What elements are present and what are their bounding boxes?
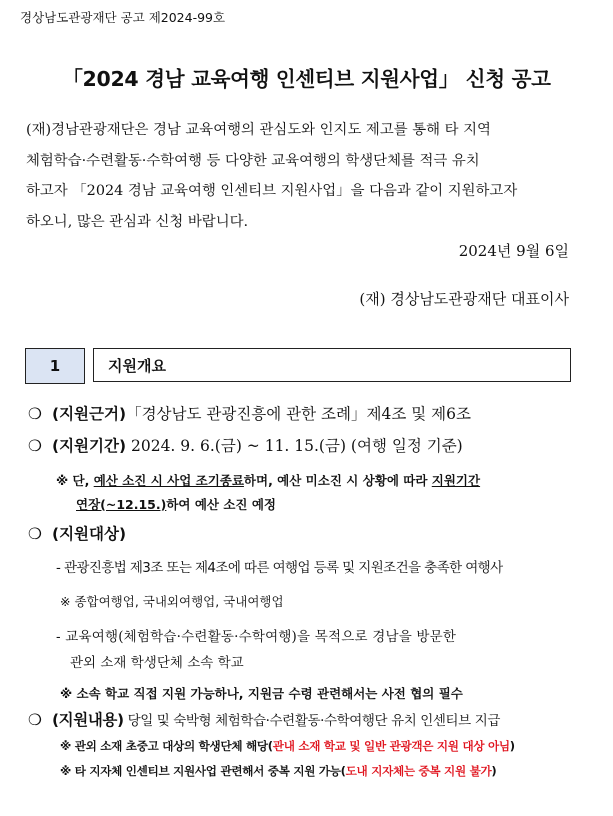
note-text: ※ 타 지자체 인센티브 지원사업 관련해서 중복 지원 가능( bbox=[60, 764, 346, 778]
intro-line: 하오니, 많은 관심과 신청 바랍니다. bbox=[26, 213, 249, 230]
item-label: (지원기간) bbox=[52, 437, 127, 455]
target-note-1: ※ 종합여행업, 국내외여행업, 국내여행업 bbox=[60, 594, 284, 609]
item-target bbox=[28, 522, 126, 544]
page-title: 「2024 경남 교육여행 인센티브 지원사업」 신청 공고 bbox=[62, 67, 551, 91]
content-note-2 bbox=[60, 763, 496, 779]
note-text: ※ 관외 소재 초중고 대상의 학생단체 해당( bbox=[60, 739, 273, 753]
notice-number: 경상남도관광재단 공고 제2024-99호 bbox=[20, 10, 226, 25]
note-underlined: 연장(~12.15.) bbox=[76, 497, 167, 512]
target-dash-2: - 교육여행(체험학습·수련활동·수학여행)을 목적으로 경남을 방문한 bbox=[56, 629, 457, 645]
item-text: 당일 및 숙박형 체험학습·수련활동·수학여행단 유치 인센티브 지급 bbox=[123, 713, 500, 729]
period-note-line1 bbox=[56, 471, 480, 489]
note-text: 하여 예산 소진 예정 bbox=[166, 497, 276, 512]
target-dash-2-cont: 관외 소재 학생단체 소속 학교 bbox=[70, 655, 244, 671]
period-note-line2 bbox=[76, 495, 276, 513]
circle-bullet-icon: ❍ bbox=[28, 525, 42, 543]
section-number: 1 bbox=[25, 348, 85, 384]
item-basis bbox=[28, 402, 471, 424]
section-title: 지원개요 bbox=[93, 348, 571, 382]
item-period bbox=[28, 434, 463, 456]
note-text: ※ 단, bbox=[56, 473, 94, 488]
note-text: ) bbox=[509, 739, 515, 753]
signer: (재) 경상남도관광재단 대표이사 bbox=[359, 290, 569, 308]
note-text: ) bbox=[491, 764, 497, 778]
intro-line: 하고자 「2024 경남 교육여행 인센티브 지원사업」을 다음과 같이 지원하고자 bbox=[26, 183, 518, 199]
circle-bullet-icon: ❍ bbox=[28, 437, 42, 455]
note-underlined: 예산 소진 시 사업 조기종료 bbox=[93, 473, 244, 488]
note-underlined: 지원기간 bbox=[431, 473, 481, 488]
intro-paragraph bbox=[26, 115, 574, 237]
note-red-text: 관내 소재 학교 및 일반 관광객은 지원 대상 아님 bbox=[272, 739, 510, 753]
content-note-1 bbox=[60, 738, 515, 754]
target-dash-1: - 관광진흥법 제3조 또는 제4조에 따른 여행업 등록 및 지원조건을 충족한 여행사 bbox=[56, 560, 503, 576]
item-text: 「경상남도 관광진흥에 관한 조례」제4조 및 제6조 bbox=[126, 405, 471, 423]
target-note-2: ※ 소속 학교 직접 지원 가능하나, 지원금 수령 관련해서는 사전 협의 필수 bbox=[60, 686, 463, 701]
intro-line: 체험학습·수련활동·수학여행 등 다양한 교육여행의 학생단체를 적극 유치 bbox=[26, 152, 480, 169]
item-label: (지원근거) bbox=[52, 405, 127, 423]
item-label: (지원대상) bbox=[52, 525, 127, 543]
circle-bullet-icon: ❍ bbox=[28, 405, 42, 423]
notice-date: 2024년 9월 6일 bbox=[458, 242, 569, 260]
section-header bbox=[25, 348, 571, 384]
item-content bbox=[28, 708, 500, 730]
note-red-text: 도내 지자체는 중복 지원 불가 bbox=[345, 764, 492, 778]
note-text: 하며, 예산 미소진 시 상황에 따라 bbox=[243, 473, 432, 488]
intro-line: (재)경남관광재단은 경남 교육여행의 관심도와 인지도 제고를 통해 타 지역 bbox=[26, 122, 491, 138]
circle-bullet-icon: ❍ bbox=[28, 711, 42, 729]
item-text: 2024. 9. 6.(금) ~ 11. 15.(금) (여행 일정 기준) bbox=[126, 437, 463, 455]
item-label: (지원내용) bbox=[52, 711, 124, 729]
